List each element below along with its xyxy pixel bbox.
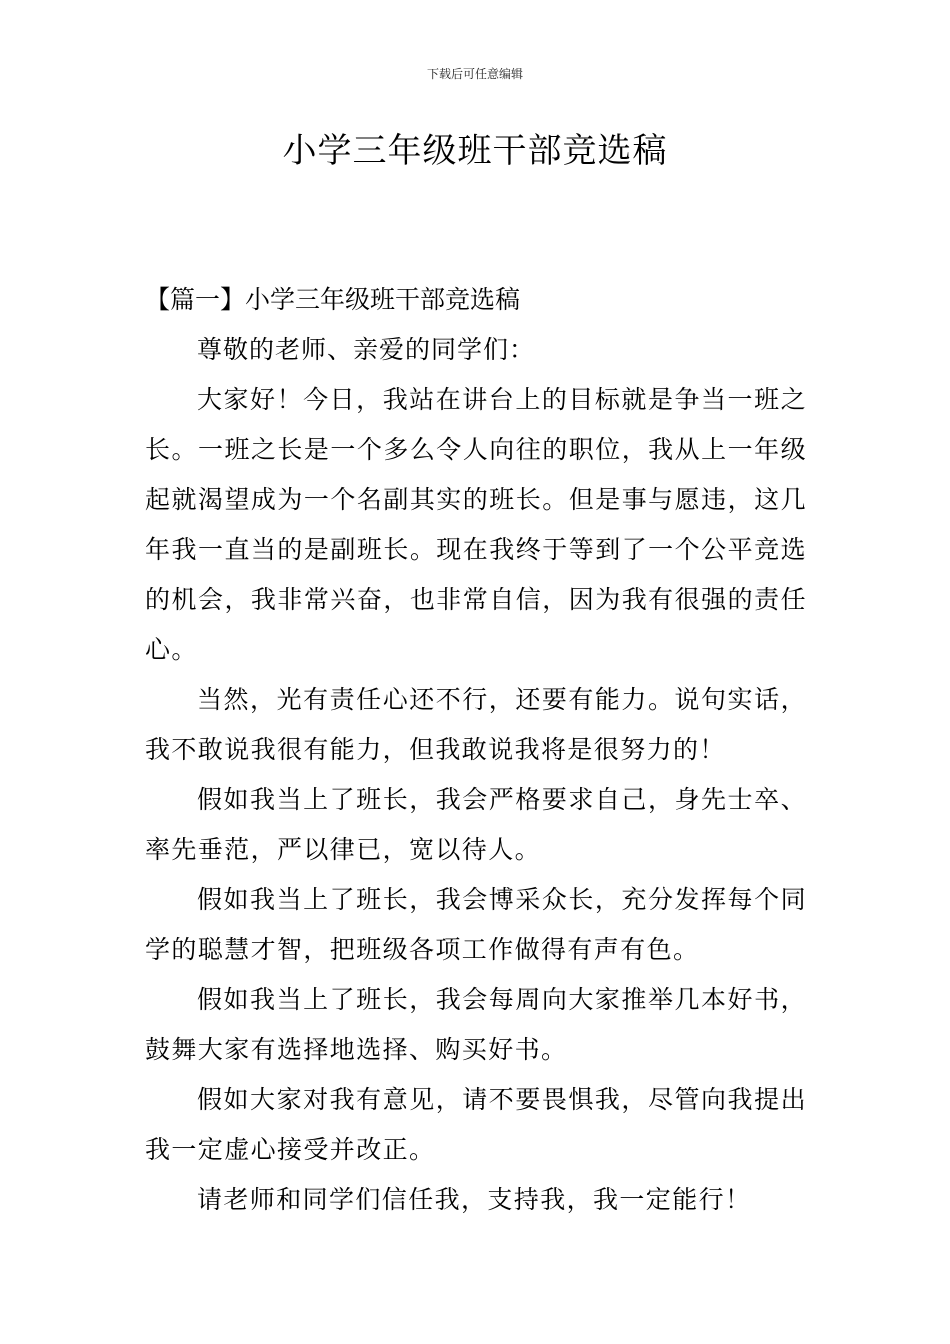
paragraph: 当然，光有责任心还不行，还要有能力。说句实话，我不敢说我很有能力，但我敢说我将是很努力的！: [145, 685, 807, 764]
paragraph: 假如我当上了班长，我会严格要求自己，身先士卒、率先垂范，严以律已，宽以待人。: [145, 785, 807, 864]
section-heading: 【篇一】小学三年级班干部竞选稿: [145, 285, 521, 314]
document-body: [145, 275, 807, 1225]
header-note: 下载后可任意编辑: [426, 67, 523, 81]
paragraph: 请老师和同学们信任我，支持我，我一定能行！: [197, 1185, 752, 1214]
paragraph: 假如我当上了班长，我会博采众长，充分发挥每个同学的聪慧才智，把班级各项工作做得有声有色。: [145, 885, 807, 964]
paragraph: 大家好！今日，我站在讲台上的目标就是争当一班之长。一班之长是一个多么令人向往的职位，我从上一年级起就渴望成为一个名副其实的班长。但是事与愿违，这几年我一直当的是副班长。现在我终于等到了一个公平竞选的机会，我非常兴奋，也非常自信，因为我有很强的责任心。: [145, 385, 807, 664]
document-title: 小学三年级班干部竞选稿: [282, 131, 668, 171]
paragraph: 假如大家对我有意见，请不要畏惧我，尽管向我提出我一定虚心接受并改正。: [145, 1085, 807, 1164]
paragraph: 假如我当上了班长，我会每周向大家推举几本好书，鼓舞大家有选择地选择、购买好书。: [145, 985, 807, 1064]
paragraph-greeting: 尊敬的老师、亲爱的同学们：: [197, 335, 536, 364]
